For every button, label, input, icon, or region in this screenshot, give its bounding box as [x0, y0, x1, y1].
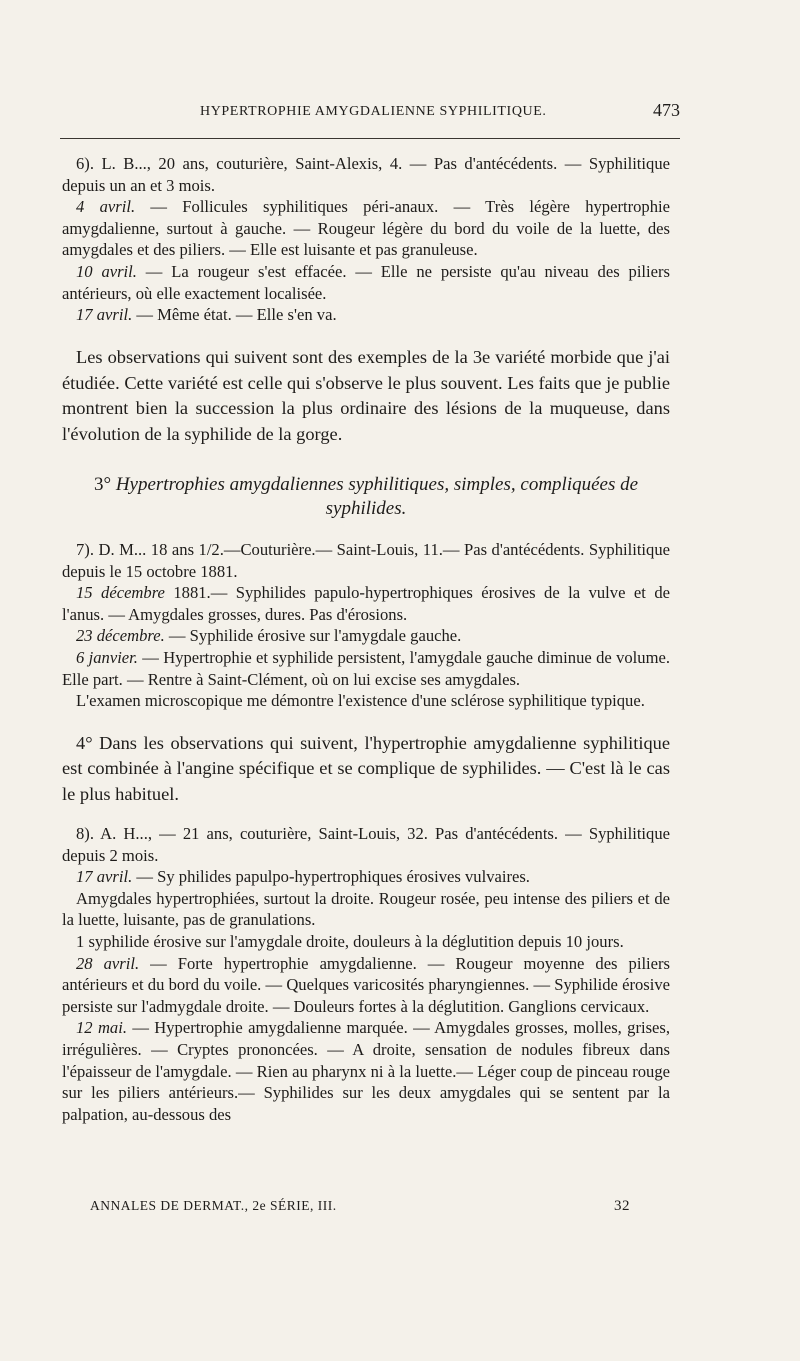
- obs7-date-1: 15 décembre: [76, 583, 165, 603]
- obs8-text-1: — Sy philides papulpo-hypertrophiques érosives vulvaires.: [132, 867, 530, 887]
- obs6-entry: [62, 304, 670, 326]
- obs6-entry: [62, 196, 670, 261]
- obs6-text-3: — Même état. — Elle s'en va.: [132, 305, 337, 325]
- sheet-signature: 32: [614, 1198, 630, 1214]
- header-rule: [60, 138, 680, 139]
- obs7-entry: [62, 582, 670, 625]
- obs7-date-3: 6 janvier.: [76, 647, 138, 667]
- obs8-entry: [62, 1017, 670, 1125]
- obs8-date-3: 12 mai.: [76, 1018, 127, 1038]
- obs7-date-2: 23 décembre.: [76, 626, 165, 646]
- obs8-entry: 1 syphilide érosive sur l'amygdale droite, douleurs à la déglutition depuis 10 jours.: [76, 932, 624, 952]
- section-title-text: Hypertrophies amygdaliennes syphilitiques, simples, compliquées de syphilides.: [115, 473, 639, 519]
- obs7-conclusion: L'examen microscopique me démontre l'existence d'une sclérose syphilitique typique.: [76, 691, 645, 711]
- obs8-date-2: 28 avril.: [76, 953, 140, 973]
- obs7-text-2: — Syphilide érosive sur l'amygdale gauche.: [164, 626, 462, 646]
- page-number: 473: [653, 100, 680, 120]
- obs8-entry: [62, 953, 670, 1018]
- obs8-intro: 8). A. H..., — 21 ans, couturière, Saint-Louis, 32. Pas d'antécédents. — Syphilitique depuis 2 mois.: [62, 824, 670, 865]
- intro-paragraph-3: Les observations qui suivent sont des exemples de la 3e variété morbide que j'ai étudiée. Cette variété est celle qui s'observe le plus souvent. Les faits que je publie montrent bien la succession la plus ordinaire des lésions de la muqueuse, dans l'évolution de la syphilide de la gorge.: [62, 346, 670, 445]
- obs6-intro: 6). L. B..., 20 ans, couturière, Saint-Alexis, 4. — Pas d'antécédents. — Syphilitique depuis un an et 3 mois.: [62, 154, 670, 195]
- obs8-text-3: — Hypertrophie amygdalienne marquée. — Amygdales grosses, molles, grises, irrégulières. — Cryptes prononcées. — A droite, sensation de nodules fibreux dans l'épaisseur de l'amygdale. — Rien au pharynx ni à la luette.— Léger coup de pinceau rouge sur les piliers antérieurs.— Syphilides sur les deux amygdales qui se sentent par la palpation, au-dessous des: [62, 1018, 671, 1124]
- obs7-text-3: — Hypertrophie et syphilide persistent, l'amygdale gauche diminue de volume. Elle part. — Rentre à Saint-Clément, où on lui excise ses amygdales.: [62, 647, 670, 689]
- running-title: HYPERTROPHIE AMYGDALIENNE SYPHILITIQUE.: [200, 104, 547, 119]
- obs7-entry: [62, 625, 670, 647]
- obs6-date-2: 10 avril.: [76, 261, 137, 281]
- journal-signature: ANNALES DE DERMAT., 2e SÉRIE, III.: [90, 1198, 337, 1213]
- obs7-intro: 7). D. M... 18 ans 1/2.—Couturière.— Saint-Louis, 11.— Pas d'antécédents. Syphilitique depuis le 15 octobre 1881.: [62, 539, 670, 581]
- obs6-date-3: 17 avril.: [76, 305, 133, 325]
- intro-paragraph-4: 4° Dans les observations qui suivent, l'hypertrophie amygdalienne syphilitique est combinée à l'angine spécifique et se complique de syphilides. — C'est là le cas le plus habituel.: [62, 732, 670, 805]
- obs6-text-1: — Follicules syphilitiques péri-anaux. — Très légère hypertrophie amygdalienne, surtout à gauche. — Rougeur légère du bord du voile de la luette, des amygdales et des piliers. — Elle est luisante et pas granuleuse.: [62, 197, 670, 260]
- obs8-text-2: — Forte hypertrophie amygdalienne. — Rougeur moyenne des piliers antérieurs et du bord du voile. — Quelques varicosités pharyngiennes. — Syphilide érosive persiste sur l'admygdale droite. — Douleurs fortes à la déglutition. Ganglions cervicaux.: [62, 953, 671, 1016]
- obs8-entry: [62, 866, 670, 888]
- obs6-entry: [62, 261, 670, 304]
- observation-8: [62, 823, 670, 1125]
- obs8-date-1: 17 avril.: [76, 867, 133, 887]
- section-heading: [62, 473, 670, 521]
- page-header: [60, 100, 680, 128]
- obs8-entry: Amygdales hypertrophiées, surtout la droite. Rougeur rosée, peu intense des piliers et de la luette, luisante, pas de granulations.: [62, 888, 670, 930]
- observation-6: [62, 153, 670, 326]
- obs6-date-1: 4 avril.: [76, 197, 136, 217]
- observation-7: [62, 539, 670, 712]
- page-body: [62, 153, 670, 1125]
- section-number: 3°: [93, 473, 112, 495]
- obs7-entry: [62, 647, 670, 690]
- page-footer: [90, 1198, 630, 1220]
- obs6-text-2: — La rougeur s'est effacée. — Elle ne persiste qu'au niveau des piliers antérieurs, où elle exactement localisée.: [62, 261, 670, 303]
- obs7-text-1: 1881.— Syphilides papulo-hypertrophiques érosives de la vulve et de l'anus. — Amygdales grosses, dures. Pas d'érosions.: [62, 583, 670, 624]
